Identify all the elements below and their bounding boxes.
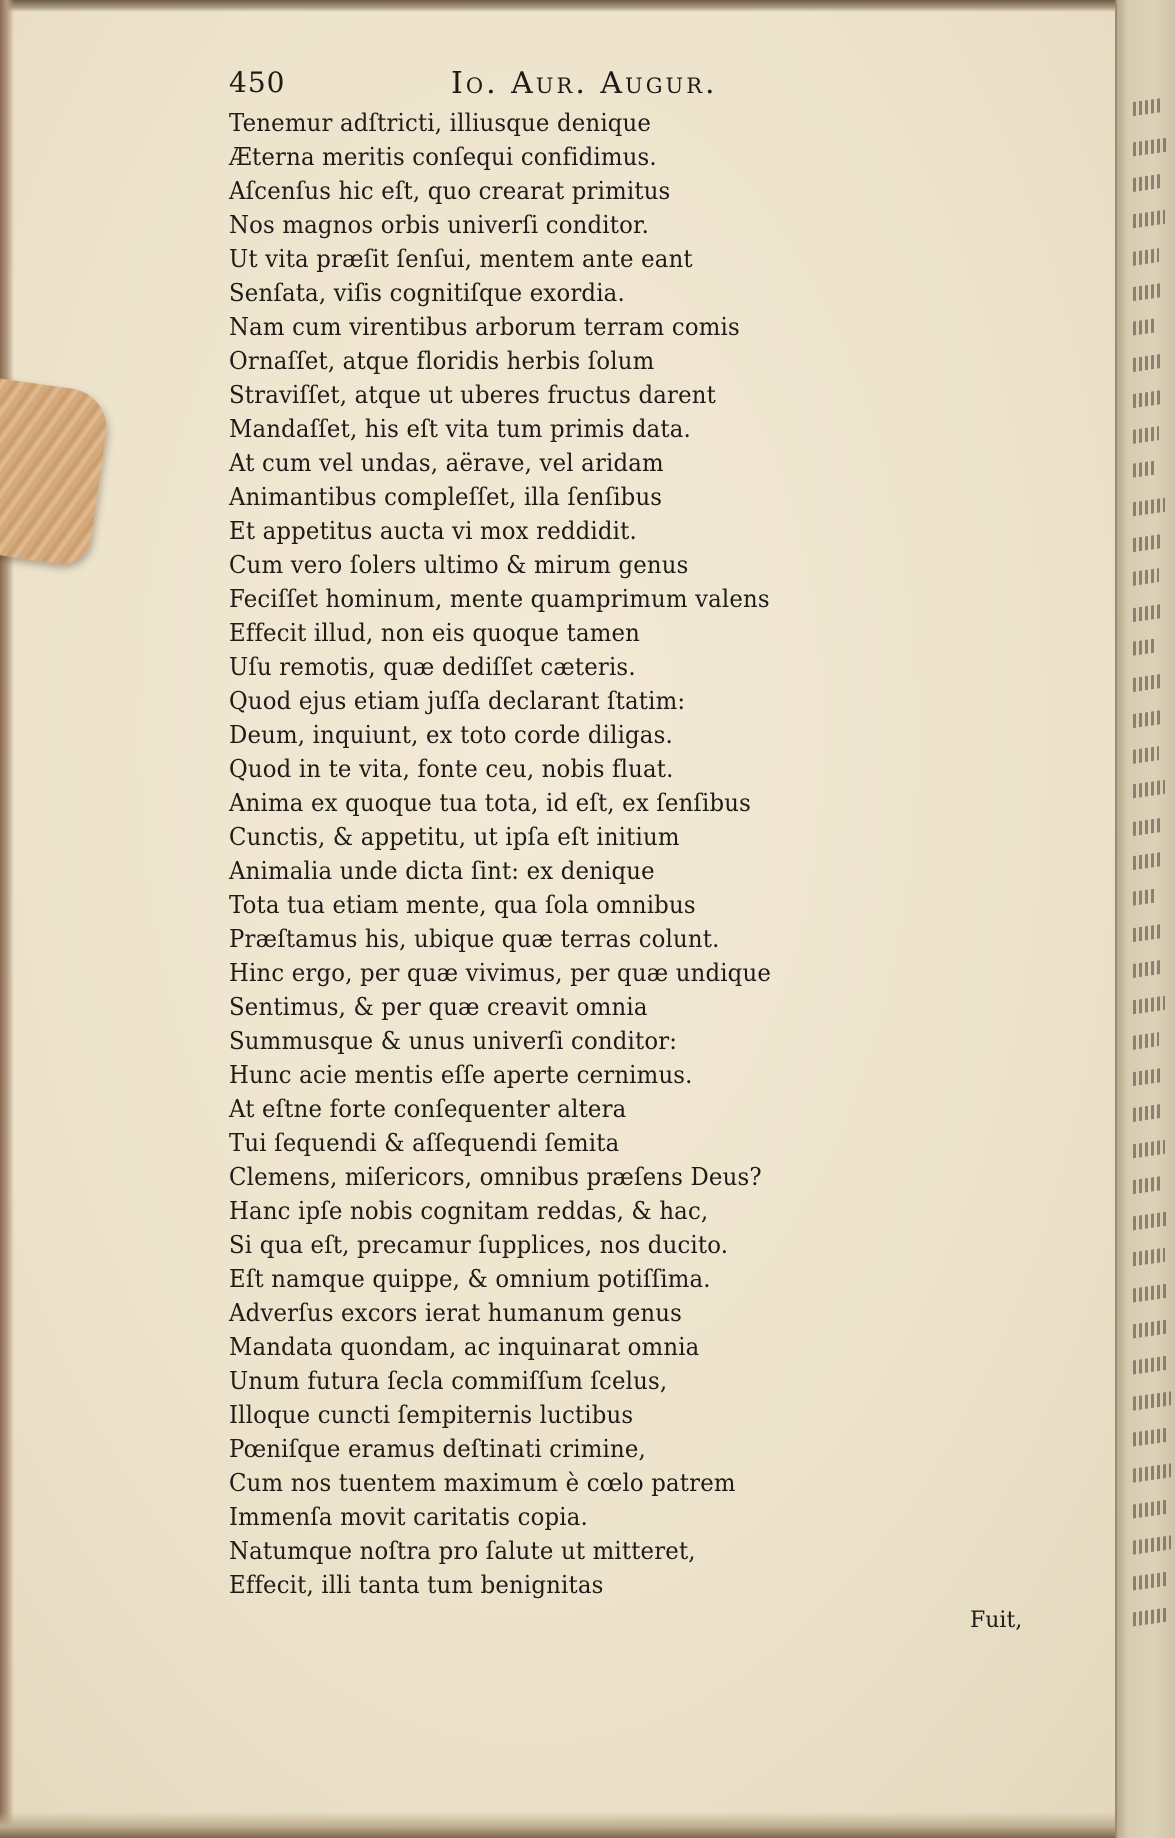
page-number: 450 [229, 66, 286, 99]
adjacent-text-mark [1133, 460, 1157, 477]
verse-line: Illoque cuncti ſempiternis luctibus [229, 1400, 634, 1429]
verse-line: Deum, inquiunt, ex toto corde diligas. [229, 720, 673, 749]
adjacent-text-mark [1133, 248, 1159, 266]
verse-line: Animalia unde dicta ſint: ex denique [229, 856, 655, 885]
verse-line: Mandata quondam, ac inquinarat omnia [229, 1332, 700, 1361]
verse-line: Feciſſet hominum, mente quamprimum valens [229, 584, 770, 613]
adjacent-text-mark [1133, 888, 1157, 905]
verse-line: Si qua eſt, precamur ſupplices, nos ducito. [229, 1230, 729, 1259]
adjacent-text-mark [1133, 1320, 1167, 1339]
binding-edge [0, 0, 14, 1838]
adjacent-text-mark [1133, 852, 1163, 870]
verse-line: Senſata, viſis cognitiſque exordia. [229, 278, 625, 307]
verse-line: Nos magnos orbis univerſi conditor. [229, 210, 650, 239]
adjacent-text-mark [1133, 818, 1161, 836]
verse-line: Cum nos tuentem maximum è cœlo patrem [229, 1468, 736, 1497]
adjacent-text-mark [1133, 1104, 1161, 1122]
verse-line: Uſu remotis, quæ dediſſet cæteris. [229, 652, 636, 681]
adjacent-text-mark [1133, 390, 1163, 408]
verse-line: Hanc ipſe nobis cognitam reddas, & hac, [229, 1196, 709, 1225]
page-bottom-edge [0, 1812, 1115, 1838]
verse-line: Natumque noſtra pro ſalute ut mitteret, [229, 1536, 696, 1565]
verse-line: Mandaſſet, his eſt vita tum primis data. [229, 414, 691, 443]
adjacent-text-mark [1133, 534, 1163, 552]
verse-line: Ornaſſet, atque floridis herbis ſolum [229, 346, 655, 375]
verse-line: Tota tua etiam mente, qua ſola omnibus [229, 890, 696, 919]
adjacent-text-mark [1133, 960, 1161, 978]
adjacent-text-mark [1133, 1283, 1169, 1302]
adjacent-text-mark [1133, 1032, 1159, 1050]
adjacent-text-mark [1133, 98, 1163, 116]
verse-line: Tenemur adſtricti, illiusque denique [229, 108, 652, 137]
adjacent-text-mark [1133, 1176, 1163, 1194]
adjacent-text-mark [1133, 638, 1157, 655]
verse-line: Straviſſet, atque ut uberes fructus darent [229, 380, 716, 409]
verse-line: Summusque & unus univerſi conditor: [229, 1026, 678, 1055]
verse-line: Quod in te vita, fonte ceu, nobis fluat. [229, 754, 674, 783]
running-head: Io. Aur. Augur. [451, 66, 718, 101]
page-header [229, 66, 789, 106]
verse-line: Nam cum virentibus arborum terram comis [229, 312, 740, 341]
adjacent-text-mark [1133, 1391, 1171, 1410]
verse-line: Cum vero ſolers ultimo & mirum genus [229, 550, 689, 579]
verse-line: Animantibus compleſſet, illa ſenſibus [229, 482, 663, 511]
adjacent-text-mark [1133, 674, 1161, 692]
verse-line: Præſtamus his, ubique quæ terras colunt. [229, 924, 720, 953]
verse-line: Æterna meritis conſequi confidimus. [229, 142, 657, 171]
verse-line: Effecit illud, non eis quoque tamen [229, 618, 641, 647]
verse-line: Hunc acie mentis eſſe aperte cernimus. [229, 1060, 693, 1089]
adjacent-text-mark [1133, 746, 1159, 764]
adjacent-text-mark [1133, 174, 1161, 192]
verse-line: Cunctis, & appetitu, ut ipſa eſt initium [229, 822, 680, 851]
adjacent-text-mark [1133, 1355, 1169, 1374]
verse-line: Aſcenſus hic eſt, quo crearat primitus [229, 176, 671, 205]
verse-line: Anima ex quoque tua tota, id eſt, ex ſenſibus [229, 788, 752, 817]
verse-line: Adverſus excors ierat humanum genus [229, 1298, 682, 1327]
verse-line: Sentimus, & per quæ creavit omnia [229, 992, 648, 1021]
verse-line: Ut vita præſit ſenſui, mentem ante eant [229, 244, 693, 273]
catchword: Fuit, [970, 1608, 1023, 1633]
verse-line: Effecit, illi tanta tum benignitas [229, 1570, 604, 1599]
verse-line: Immenſa movit caritatis copia. [229, 1502, 588, 1531]
adjacent-text-mark [1133, 1499, 1169, 1518]
page-top-edge [0, 0, 1115, 12]
adjacent-text-mark [1133, 1248, 1165, 1266]
verse-line: Eſt namque quippe, & omnium potiſſima. [229, 1264, 711, 1293]
adjacent-text-mark [1133, 354, 1161, 372]
verse-line: At eſtne forte conſequenter altera [229, 1094, 627, 1123]
adjacent-text-mark [1133, 996, 1165, 1014]
verse-line: Hinc ergo, per quæ vivimus, per quæ undique [229, 958, 772, 987]
adjacent-text-mark [1133, 1608, 1167, 1627]
adjacent-text-mark [1133, 1140, 1165, 1158]
verse-line: At cum vel undas, aërave, vel aridam [229, 448, 664, 477]
adjacent-text-mark [1133, 1068, 1163, 1086]
adjacent-text-mark [1133, 283, 1163, 301]
adjacent-text-mark [1133, 604, 1163, 622]
verse-line: Clemens, miſericors, omnibus præſens Deus? [229, 1162, 762, 1191]
adjacent-text-mark [1133, 710, 1163, 728]
adjacent-text-mark [1133, 1463, 1171, 1482]
adjacent-text-mark [1133, 1212, 1167, 1231]
verse-line: Unum futura ſecla commiſſum ſcelus, [229, 1366, 668, 1395]
adjacent-text-mark [1133, 318, 1155, 335]
adjacent-text-mark [1133, 498, 1165, 516]
adjacent-text-mark [1133, 1427, 1169, 1446]
adjacent-text-mark [1133, 1535, 1171, 1554]
adjacent-text-mark [1133, 138, 1167, 157]
paper-scrap [0, 378, 112, 568]
adjacent-text-mark [1133, 1571, 1169, 1590]
adjacent-text-mark [1133, 780, 1165, 798]
verse-line: Et appetitus aucta vi mox reddidit. [229, 516, 637, 545]
adjacent-page-edge [1115, 0, 1175, 1838]
adjacent-text-mark [1133, 924, 1163, 942]
verse-block [229, 106, 829, 1602]
verse-line: Quod ejus etiam juſſa declarant ſtatim: [229, 686, 686, 715]
adjacent-text-mark [1133, 568, 1159, 586]
verse-line: Tui ſequendi & aſſequendi ſemita [229, 1128, 620, 1157]
verse-line: Pœniſque eramus deſtinati crimine, [229, 1434, 646, 1463]
adjacent-text-mark [1133, 210, 1165, 228]
adjacent-text-mark [1133, 426, 1159, 444]
